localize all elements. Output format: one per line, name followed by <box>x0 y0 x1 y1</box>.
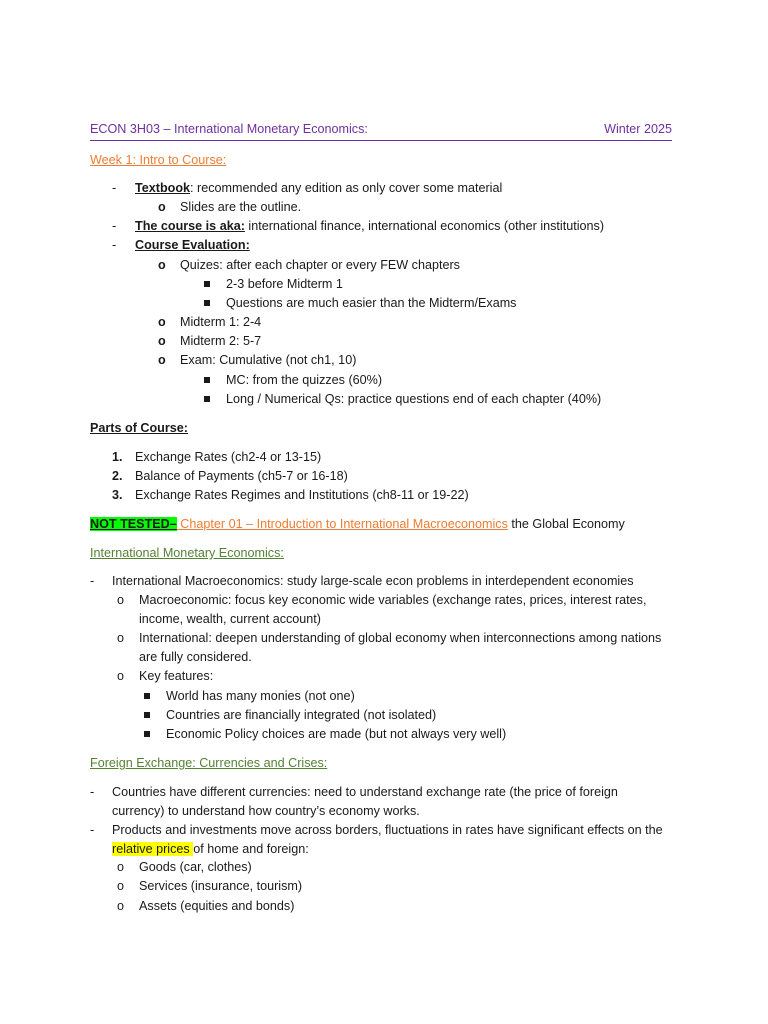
dash-bullet: - <box>112 219 117 233</box>
fx-item: Services (insurance, tourism) <box>139 879 303 893</box>
slides-item: Slides are the outline. <box>180 200 302 214</box>
chapter-title: Chapter 01 – Introduction to International Macroeconomics <box>176 517 508 531</box>
textbook-label: Textbook <box>135 181 191 195</box>
square-bullet-icon <box>204 281 210 287</box>
not-tested-badge: NOT TESTED– <box>90 517 177 531</box>
fx-paragraph-2-cont <box>112 840 309 859</box>
fx-paragraph-2-tail: of home and foreign: <box>193 842 309 856</box>
circle-bullet: o <box>117 899 125 913</box>
circle-bullet: o <box>158 353 166 367</box>
quizzes-item: Quizes: after each chapter or every FEW chapters <box>180 258 460 272</box>
macro-item: Macroeconomic: focus key economic wide variables (exchange rates, prices, interest rates, <box>139 593 647 607</box>
fx-paragraph-1: Countries have different currencies: need to understand exchange rate (the price of foreign <box>112 785 618 799</box>
square-bullet-icon <box>144 731 150 737</box>
relative-prices-highlight: relative prices <box>112 842 194 856</box>
chapter-heading <box>90 515 625 534</box>
dash-bullet: - <box>90 823 95 837</box>
square-bullet-icon <box>204 300 210 306</box>
week1-heading: Week 1: Intro to Course: <box>90 153 227 167</box>
square-bullet-icon <box>204 377 210 383</box>
ime-intro: International Macroeconomics: study large-scale econ problems in interdependent economies <box>112 574 634 588</box>
parts-item: Exchange Rates (ch2-4 or 13-15) <box>135 450 322 464</box>
circle-bullet: o <box>117 593 125 607</box>
international-item-cont: are fully considered. <box>139 650 252 664</box>
dash-bullet: - <box>90 785 95 799</box>
exam-item: Exam: Cumulative (not ch1, 10) <box>180 353 357 367</box>
exam-sub-item: Long / Numerical Qs: practice questions end of each chapter (40%) <box>226 392 602 406</box>
course-title: ECON 3H03 – International Monetary Economics: <box>90 122 368 136</box>
exam-sub-item: MC: from the quizzes (60%) <box>226 373 383 387</box>
square-bullet-icon <box>144 693 150 699</box>
parts-item: Exchange Rates Regimes and Institutions (ch8-11 or 19-22) <box>135 488 469 502</box>
midterm1-item: Midterm 1: 2-4 <box>180 315 262 329</box>
list-number: 3. <box>112 488 123 502</box>
circle-bullet: o <box>117 631 125 645</box>
macro-item-cont: income, wealth, current account) <box>139 612 321 626</box>
list-number: 1. <box>112 450 123 464</box>
feature-item: Economic Policy choices are made (but not always very well) <box>166 727 507 741</box>
textbook-item <box>135 179 502 198</box>
term-label: Winter 2025 <box>604 122 672 136</box>
circle-bullet: o <box>117 860 125 874</box>
quiz-sub-item: 2-3 before Midterm 1 <box>226 277 343 291</box>
midterm2-item: Midterm 2: 5-7 <box>180 334 262 348</box>
fx-paragraph-1-cont: currency) to understand how country’s economy works. <box>112 804 420 818</box>
fx-heading: Foreign Exchange: Currencies and Crises: <box>90 756 328 770</box>
circle-bullet: o <box>158 334 166 348</box>
feature-item: Countries are financially integrated (not isolated) <box>166 708 437 722</box>
fx-item: Assets (equities and bonds) <box>139 899 295 913</box>
parts-heading: Parts of Course: <box>90 421 188 435</box>
circle-bullet: o <box>158 315 166 329</box>
circle-bullet: o <box>158 258 166 272</box>
aka-label: The course is aka: <box>135 219 245 233</box>
circle-bullet: o <box>117 879 125 893</box>
aka-item <box>135 217 604 236</box>
key-features-item: Key features: <box>139 669 214 683</box>
list-number: 2. <box>112 469 123 483</box>
evaluation-label: Course Evaluation: <box>135 238 250 252</box>
circle-bullet: o <box>158 200 166 214</box>
textbook-text: : recommended any edition as only cover some material <box>190 181 503 195</box>
ime-heading: International Monetary Economics: <box>90 546 284 560</box>
international-item: International: deepen understanding of global economy when interconnections among nations <box>139 631 662 645</box>
chapter-suffix: the Global Economy <box>507 517 625 531</box>
parts-item: Balance of Payments (ch5-7 or 16-18) <box>135 469 348 483</box>
square-bullet-icon <box>144 712 150 718</box>
aka-text: international finance, international economics (other institutions) <box>244 219 605 233</box>
fx-item: Goods (car, clothes) <box>139 860 252 874</box>
square-bullet-icon <box>204 396 210 402</box>
dash-bullet: - <box>112 238 117 252</box>
course-title-row <box>90 122 672 141</box>
dash-bullet: - <box>90 574 95 588</box>
feature-item: World has many monies (not one) <box>166 689 355 703</box>
fx-paragraph-2: Products and investments move across borders, fluctuations in rates have significant effects on the <box>112 823 663 837</box>
dash-bullet: - <box>112 181 117 195</box>
circle-bullet: o <box>117 669 125 683</box>
quiz-sub-item: Questions are much easier than the Midterm/Exams <box>226 296 517 310</box>
